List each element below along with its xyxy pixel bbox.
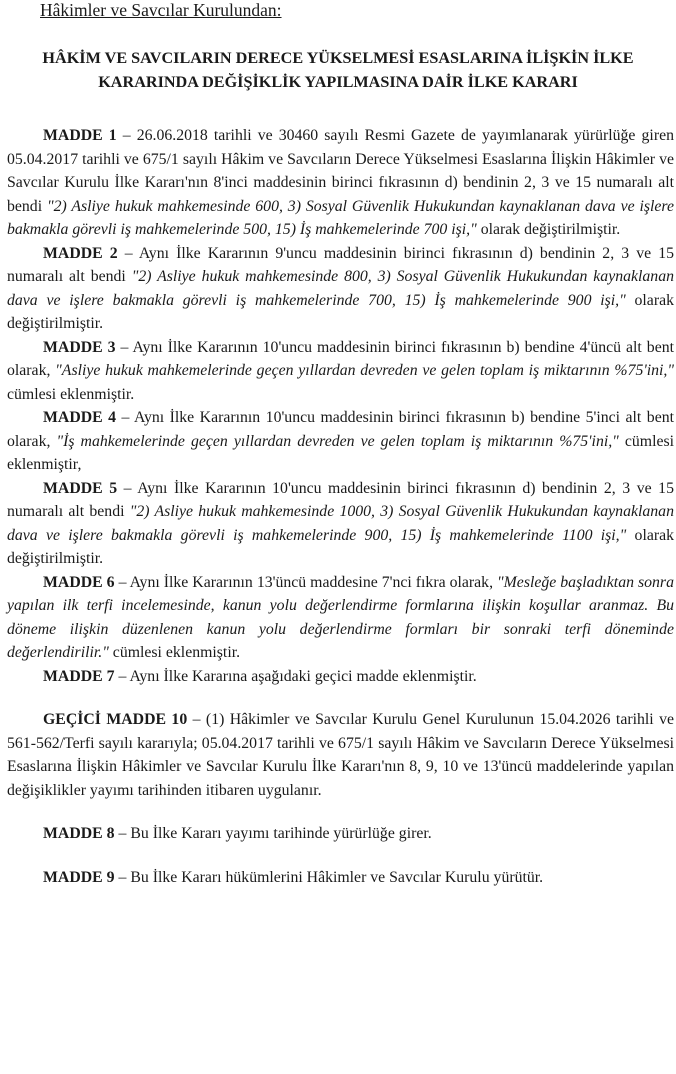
article-tail: olarak değiştirilmiştir. xyxy=(476,221,621,238)
article-text: – Aynı İlke Kararının 9'uncu maddesinin birinci fıkrasının d) bendinin 2, 3 ve 15 numaralı alt bendi xyxy=(7,244,674,285)
article-2 xyxy=(7,242,674,336)
article-label: MADDE 6 xyxy=(43,573,115,591)
article-text: – Aynı İlke Kararının 10'uncu maddesinin birinci fıkrasının b) bendine 4'üncü alt bent olarak, xyxy=(7,338,674,379)
article-text: – Aynı İlke Kararının 10'uncu maddesinin birinci fıkrasının d) bendinin 2, 3 ve 15 numaralı alt bendi xyxy=(7,479,674,520)
article-label: MADDE 7 xyxy=(43,667,115,685)
article-9 xyxy=(7,866,674,890)
document-title xyxy=(0,46,676,94)
article-label: MADDE 4 xyxy=(43,409,117,426)
article-quote: "İş mahkemelerinde geçen yıllardan devreden ve gelen toplam iş miktarının %75'ini," xyxy=(56,432,619,450)
article-text: – Bu İlke Kararı hükümlerini Hâkimler ve Savcılar Kurulu yürütür. xyxy=(114,868,544,886)
article-label: MADDE 8 xyxy=(43,825,115,842)
article-label: MADDE 3 xyxy=(43,338,116,356)
article-label: MADDE 5 xyxy=(43,479,118,497)
article-tail: olarak değiştirilmiştir. xyxy=(7,526,675,567)
article-text: – (1) Hâkimler ve Savcılar Kurulu Genel Kurulunun 15.04.2026 tarihli ve 561-562/Terfi sayılı kararıyla; 05.04.2017 tarihli ve 675/1 sayılı Hâkim ve Savcıların Derece Yükselmesi Esaslarına İlişkin Hâkimler ve Savcılar Kurulu İlke Kararı'nın 8, 9, 10 ve 13'üncü maddelerinde yapılan değişiklikler yayımı tarihinden itibaren uygulanır. xyxy=(7,711,674,799)
title-line-2: KARARINDA DEĞİŞİKLİK YAPILMASINA DAİR İLKE KARARI xyxy=(98,73,578,91)
article-label: MADDE 1 xyxy=(43,127,117,144)
article-quote: "2) Asliye hukuk mahkemesinde 1000, 3) Sosyal Güvenlik Hukukundan kaynaklanan dava ve işlere bakmakla görevli iş mahkemelerinde 900, 15) İş mahkemelerinde 1100 işi," xyxy=(7,503,674,544)
article-text: – Aynı İlke Kararına aşağıdaki geçici madde eklenmiştir. xyxy=(114,667,477,685)
article-4 xyxy=(7,406,674,477)
article-8 xyxy=(7,822,674,846)
article-label: GEÇİCİ MADDE 10 xyxy=(43,711,188,728)
article-text: – 26.06.2018 tarihli ve 30460 sayılı Resmi Gazete de yayımlanarak yürürlüğe giren 05.04.2017 tarihli ve 675/1 sayılı Hâkim ve Savcıların Derece Yükselmesi Esaslarına İlişkin Hâkimler ve Savcılar Kurulu İlke Kararı'nın 8'inci maddesinin birinci fıkrasının d) bendinin 2, 3 ve 15 numaralı alt bendi xyxy=(7,127,674,215)
title-line-1: HÂKİM VE SAVCILARIN DERECE YÜKSELMESİ ESASLARINA İLİŞKİN İLKE xyxy=(42,49,634,67)
article-tail: cümlesi eklenmiştir, xyxy=(7,432,675,473)
article-label: MADDE 9 xyxy=(43,868,115,886)
temporary-article-10 xyxy=(7,708,674,802)
issuer-header: Hâkimler ve Savcılar Kurulundan: xyxy=(40,0,282,20)
article-tail: cümlesi eklenmiştir. xyxy=(108,644,241,661)
document-body xyxy=(7,124,674,889)
article-tail: cümlesi eklenmiştir. xyxy=(7,385,135,403)
article-tail: olarak değiştirilmiştir. xyxy=(7,291,674,332)
article-6 xyxy=(7,571,674,665)
article-quote: "Mesleğe başladıktan sonra yapılan ilk terfi incelemesinde, kanun yolu değerlendirme formlarına ilişkin koşullar aranmaz. Bu döneme ilişkin düzenlenen kanun yolu değerlendirme formları bir sonraki terfi döneminde değerlendirilir." xyxy=(7,573,674,661)
article-text: – Bu İlke Kararı yayımı tarihinde yürürlüğe girer. xyxy=(114,825,432,842)
article-quote: "Asliye hukuk mahkemelerinde geçen yıllardan devreden ve gelen toplam iş miktarının %75'ini," xyxy=(55,362,675,379)
article-quote: "2) Asliye hukuk mahkemesinde 800, 3) Sosyal Güvenlik Hukukundan kaynaklanan dava ve işlere bakmakla görevli iş mahkemelerinde 700, 15) İş mahkemelerinde 900 işi," xyxy=(7,268,674,309)
article-label: MADDE 2 xyxy=(43,244,118,262)
article-quote: "2) Asliye hukuk mahkemesinde 600, 3) Sosyal Güvenlik Hukukundan kaynaklanan dava ve işlere bakmakla görevli iş mahkemelerinde 500, 15) İş mahkemelerinde 700 işi," xyxy=(7,197,674,238)
article-1 xyxy=(7,124,674,242)
article-text: – Aynı İlke Kararının 13'üncü maddesine 7'nci fıkra olarak, xyxy=(114,573,498,591)
article-3 xyxy=(7,336,674,407)
article-5 xyxy=(7,477,674,571)
article-text: – Aynı İlke Kararının 10'uncu maddesinin birinci fıkrasının b) bendine 5'inci alt bent olarak, xyxy=(7,409,674,450)
article-7 xyxy=(7,665,674,689)
